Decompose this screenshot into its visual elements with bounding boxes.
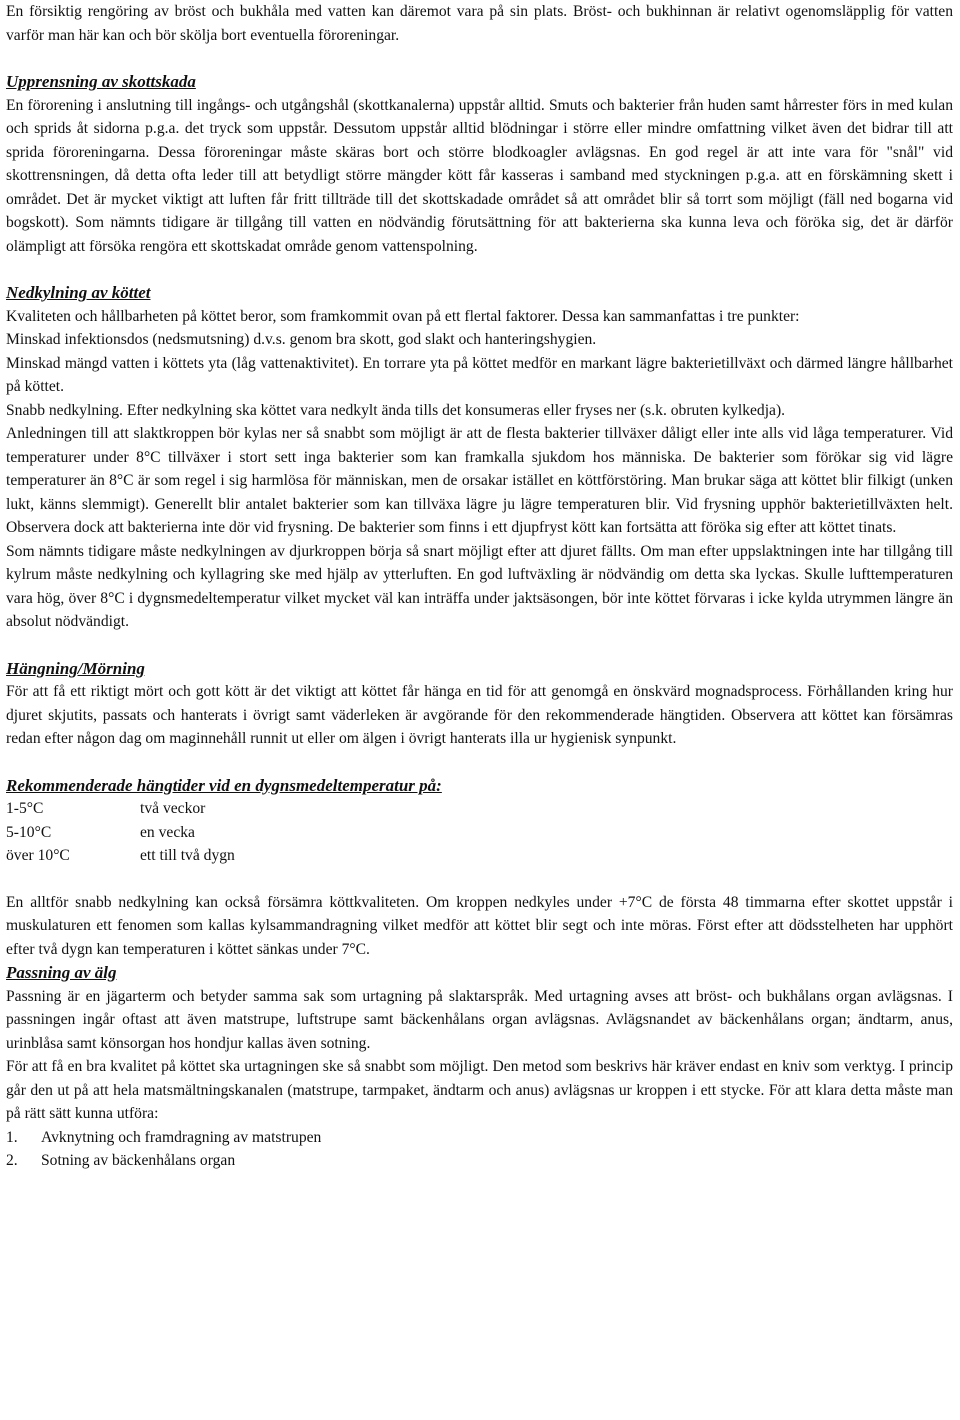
temp-cell: över 10°C bbox=[6, 847, 70, 864]
list-item bbox=[6, 1126, 953, 1150]
time-cell: en vecka bbox=[140, 823, 195, 841]
list-item bbox=[6, 1149, 953, 1173]
spacer bbox=[6, 47, 953, 70]
spacer bbox=[6, 258, 953, 281]
heading-upprensning: Upprensning av skottskada bbox=[6, 72, 196, 91]
heading-hangning: Hängning/Mörning bbox=[6, 658, 145, 678]
list-number: 1. bbox=[6, 1128, 18, 1146]
paragraph-nedkylning-2: Minskad infektionsdos (nedsmutsning) d.v.s. genom bra skott, god slakt och hanteringshygien. bbox=[6, 331, 597, 348]
time-cell: ett till två dygn bbox=[140, 847, 235, 864]
spacer bbox=[6, 868, 953, 891]
temp-cell: 1-5°C bbox=[6, 800, 44, 817]
heading-hangtider: Rekommenderade hängtider vid en dygnsmedeltemperatur på: bbox=[6, 775, 442, 795]
table-row bbox=[6, 797, 953, 821]
list-text: Sotning av bäckenhålans organ bbox=[41, 1152, 236, 1169]
paragraph-kylsammandragning: En alltför snabb nedkylning kan också försämra köttkvaliteten. Om kroppen nedkyles under +7°C de första 48 timmarna efter skottet uppstår i muskulaturen ett fenomen som kallas kylsammandragning vilket medför att köttet blir segt och inte möras. Först efter att dödsstelheten har upphört efter två dygn kan temperaturen i köttet sänkas under 7°C. bbox=[6, 893, 953, 958]
temp-cell: 5-10°C bbox=[6, 823, 52, 841]
time-cell: två veckor bbox=[140, 800, 206, 817]
paragraph-nedkylning-4: Snabb nedkylning. Efter nedkylning ska köttet vara nedkylt ända tills det konsumeras eller fryses ner (s.k. obruten kylkedja). bbox=[6, 401, 786, 419]
hangtider-table bbox=[6, 797, 953, 868]
spacer bbox=[6, 751, 953, 774]
paragraph-nedkylning-3: Minskad mängd vatten i köttets yta (låg vattenaktivitet). En torrare yta på köttet medför en markant lägre bakterietillväxt och därmed längre hållbarhet på köttet. bbox=[6, 354, 953, 395]
paragraph-nedkylning-1: Kvaliteten och hållbarheten på köttet beror, som framkommit ovan på ett flertal faktorer. Dessa kan sammanfattas i tre punkter: bbox=[6, 307, 800, 325]
paragraph-passning-1: Passning är en jägarterm och betyder samma sak som urtagning på slaktarspråk. Med urtagning avses att bröst- och bukhålans organ avlägsnas. I passningen ingår oftast att även matstrupe, luftstrupe samt bäckenhålans organ avlägsnas. Avlägsnandet av bäckenhålans organ; ändtarm, anus, urinblåsa samt könsorgan hos hondjur kallas även sotning. bbox=[6, 987, 953, 1052]
spacer bbox=[6, 634, 953, 657]
paragraph-nedkylning-6: Som nämnts tidigare måste nedkylningen av djurkroppen börja så snart möjligt efter att djuret fällts. Om man efter uppslaktningen inte har tillgång till kylrum måste nedkylning och kyllagring ske med hjälp av ytterluften. En god luftväxling är nödvändig om detta ska lyckas. Skulle lufttemperaturen vara hög, över 8°C i dygnsmedeltemperatur vilket mycket väl kan inträffa under jaktsäsongen, bör inte köttet förvaras i icke kylda utrymmen längre än absolut nödvändigt. bbox=[6, 542, 953, 630]
list-number: 2. bbox=[6, 1152, 18, 1169]
heading-passning: Passning av älg bbox=[6, 963, 117, 982]
paragraph-passning-2: För att få en bra kvalitet på köttet ska urtagningen ske så snabbt som möjligt. Den metod som beskrivs här kräver endast en kniv som verktyg. I princip går den ut på att hela matsmältningskanalen (matstrupe, tarmpaket, ändtarm och anus) avlägsnas ur kroppen i ett stycke. För att klara detta måste man på rätt sätt kunna utföra: bbox=[6, 1058, 953, 1122]
table-row bbox=[6, 844, 953, 868]
table-row bbox=[6, 821, 953, 845]
paragraph-hangning: För att få ett riktigt mört och gott kött är det viktigt att köttet får hänga en tid för att genomgå en önskvärd mognadsprocess. Förhållanden kring hur djuret skjutits, passats och hanterats i övrigt samt väderleken är avgörande för den rekommenderade hängtiden. Observera att köttet kan försämras redan efter någon dag om maginnehåll runnit ut eller om älgen i övrigt hanterats illa ur hygienisk synpunkt. bbox=[6, 683, 953, 747]
paragraph-nedkylning-5: Anledningen till att slaktkroppen bör kylas ner så snabbt som möjligt är att de flesta bakterier tillväxer dåligt eller inte alls vid låga temperaturer. Vid temperaturer under 8°C tillväxer i stort sett inga bakterier som kan framkalla sjukdom hos människa. De bakterier som förökar sig vid lägre temperaturer än 8°C är som regel i sig harmlösa för människan, men de orsakar istället en köttförstöring. Man brukar säga att köttet blir filkigt (unken lukt, känns slemmigt). Generellt blir antalet bakterier som kan tillväxa lägre ju lägre temperaturen blir. Vid frysning upphör bakterietillväxten helt. Observera dock att bakterierna inte dör vid frysning. De bakterier som finns i ett djupfryst kött kan fortsätta att föröka sig efter att köttet tinats. bbox=[6, 425, 953, 536]
heading-nedkylning: Nedkylning av köttet bbox=[6, 283, 151, 302]
intro-paragraph: En försiktig rengöring av bröst och bukhåla med vatten kan däremot vara på sin plats. Bröst- och bukhinnan är relativt ogenomsläpplig för vatten varför man här kan och bör skölja bort eventuella föroreningar. bbox=[6, 3, 953, 44]
paragraph-upprensning: En förorening i anslutning till ingångs- och utgångshål (skottkanalerna) uppstår alltid. Smuts och bakterier från huden samt hårrester förs in med kulan och sprids åt sidorna p.g.a. det tryck som uppstår. Dessutom uppstår alltid blödningar i större eller mindre omfattning vilket även det bidrar till att sprida föroreningarna. Dessa föroreningar måste skäras bort och större blodkoagler avlägsnas. En god regel är att inte vara för "snål" vid skottrensningen, då detta ofta leder till att betydligt större mängder kött får kasseras i samband med styckningen p.g.a. att en förskämning skett i området. Det är mycket viktigt att luften får fritt tillträde till det skottskadade området så att området blir så torrt som möjligt (fäll ned bogarna vid bogskott). Som nämnts tidigare är tillgång till vatten en nödvändig förutsättning för att bakterierna ska kunna leva och föröka sig, det är därför olämpligt att försöka rengöra ett skottskadat område genom vattenspolning. bbox=[6, 96, 953, 255]
numbered-list bbox=[6, 1126, 953, 1173]
list-text: Avknytning och framdragning av matstrupen bbox=[41, 1128, 322, 1146]
